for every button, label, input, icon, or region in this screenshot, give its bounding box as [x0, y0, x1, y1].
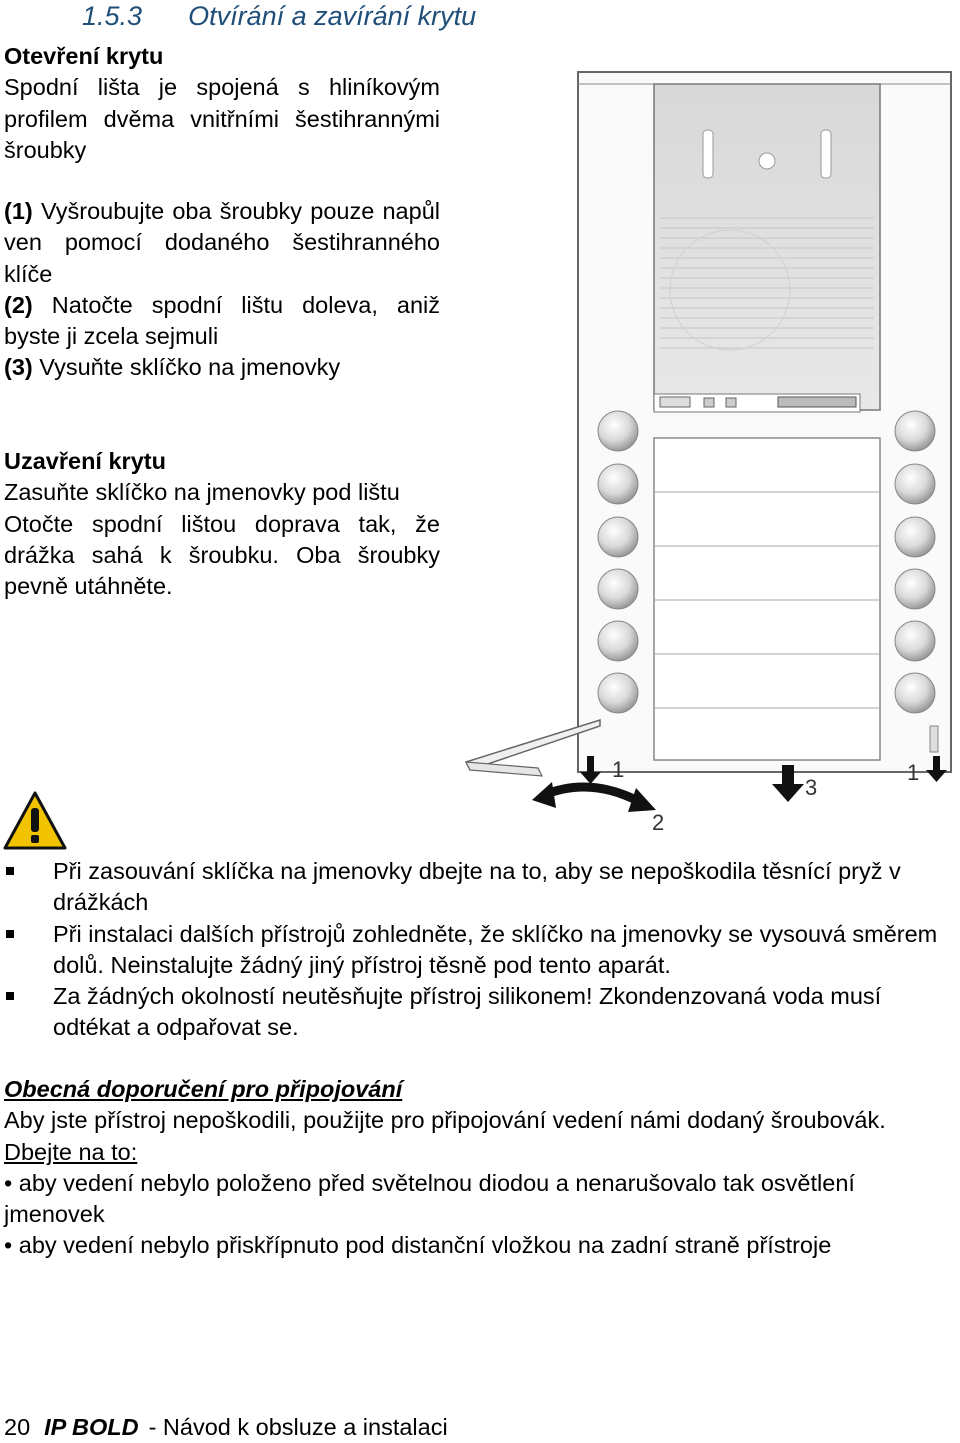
opening-steps [4, 196, 440, 384]
warning-text-1: Při zasouvání sklíčka na jmenovky dbejte na to, aby se nepoškodila těsnící pryž v drážkách [53, 858, 901, 916]
page-footer [4, 1412, 448, 1443]
step-3-number: (3) [4, 354, 33, 381]
opening-block [4, 41, 440, 166]
closing-heading: Uzavření krytu [4, 448, 166, 474]
device-figure [460, 60, 960, 840]
warning-text-3: Za žádných okolností neutěsňujte přístroj silikonem! Zkondenzovaná voda musí odtékat a odpařovat se. [53, 983, 882, 1041]
step-1-number: (1) [4, 198, 33, 224]
opening-intro: Spodní lišta je spojená s hliníkovým profilem dvěma vnitřními šestihrannými šroubky [4, 74, 440, 163]
step-2 [4, 290, 440, 353]
footer-title: - Návod k obsluze a instalaci [148, 1414, 448, 1440]
step-2-number: (2) [4, 291, 33, 318]
step-3 [4, 352, 440, 383]
step-3-text: Vysuňte sklíčko na jmenovky [39, 354, 341, 381]
nameplate-column [654, 438, 880, 760]
general-note-heading: Dbejte na to: [4, 1138, 138, 1165]
step-1-text: Vyšroubujte oba šroubky pouze napůl ven pomocí dodaného šestihranného klíče [4, 198, 440, 287]
figure-label-2: 2 [652, 810, 665, 835]
closing-line-2: Otočte spodní lištou doprava tak, že drážka sahá k šroubku. Oba šroubky pevně utáhněte. [4, 510, 440, 600]
general-block [4, 1074, 958, 1262]
rotate-arrow-icon [532, 782, 656, 812]
figure-label-1a: 1 [612, 757, 625, 782]
general-point-1: • aby vedení nebylo položeno před světelnou diodou a nenarušovalo tak osvětlení jmenovek [4, 1169, 855, 1228]
general-intro: Aby jste přístroj nepoškodili, použijte pro připojování vedení námi dodaný šroubovák. [4, 1107, 886, 1134]
bullet-square-icon [6, 992, 14, 1000]
page-number: 20 [4, 1414, 31, 1440]
section-number: 1.5.3 [82, 1, 143, 31]
speaker-slot-right [821, 130, 831, 178]
warning-text-2: Při instalaci dalších přístrojů zohledněte, že sklíčko na jmenovky se vysouvá směrem dolů. Neinstalujte žádný jiný přístroj těsně pod tento aparát. [53, 920, 938, 978]
figure-label-1b: 1 [907, 760, 920, 785]
warning-item-2 [4, 919, 954, 982]
closing-block [4, 446, 440, 602]
speaker-slot-left [703, 130, 713, 178]
step-1 [4, 196, 440, 290]
closing-line-1: Zasuňte sklíčko na jmenovky pod lištu [4, 479, 400, 506]
camera-led-icon [759, 153, 775, 169]
footer-brand: IP BOLD [44, 1414, 139, 1440]
bullet-square-icon [6, 930, 14, 938]
section-heading [82, 0, 476, 32]
opening-heading: Otevření krytu [4, 43, 164, 69]
warning-item-1 [4, 856, 954, 919]
warning-item-3 [4, 981, 954, 1044]
warning-list [4, 856, 954, 1044]
general-point-2: • aby vedení nebylo přiskřípnuto pod distanční vložkou na zadní straně přístroje [4, 1232, 832, 1259]
bullet-square-icon [6, 867, 14, 875]
warning-icon [2, 790, 68, 852]
step-2-text: Natočte spodní lištu doleva, aniž byste ji zcela sejmuli [4, 291, 441, 350]
section-title: Otvírání a zavírání krytu [188, 1, 477, 31]
general-heading: Obecná doporučení pro připojování [4, 1076, 403, 1102]
figure-label-3: 3 [805, 775, 818, 800]
